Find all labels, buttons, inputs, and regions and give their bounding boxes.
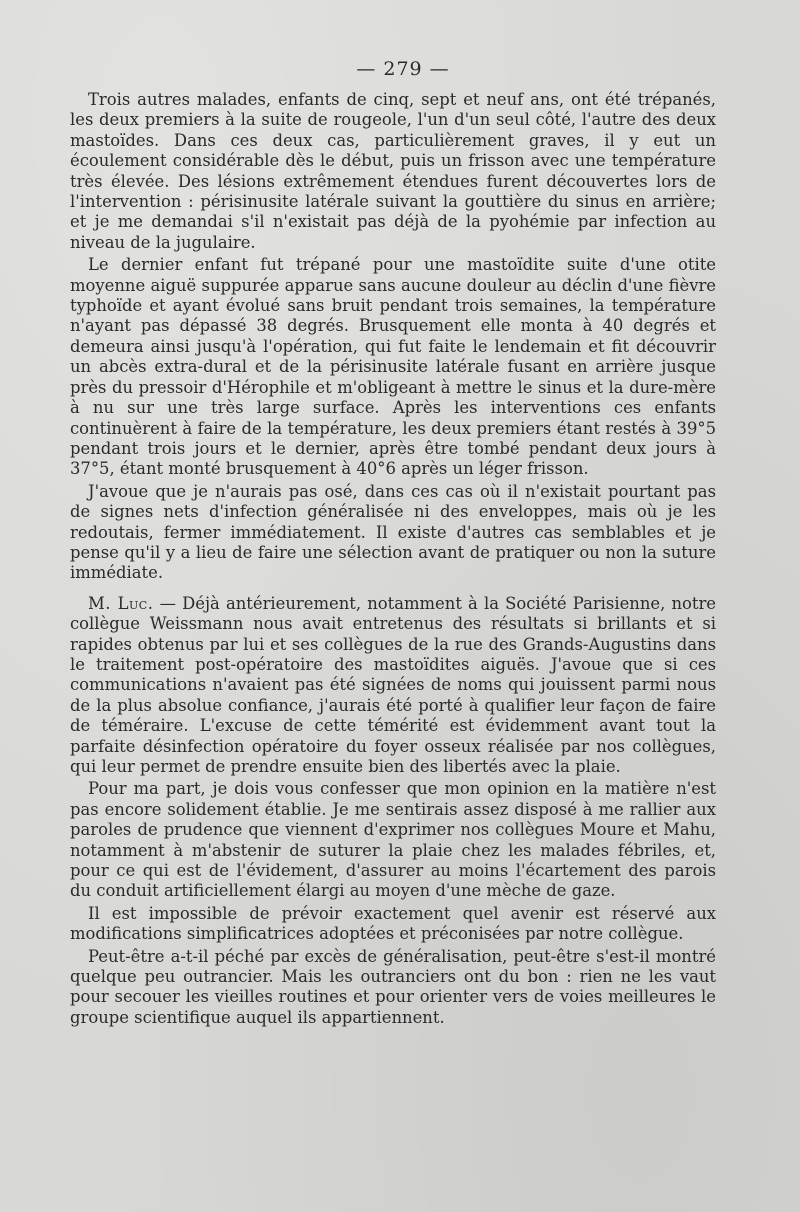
paragraph-text: J'avoue que je n'aurais pas osé, dans ces cas où il n'existait pourtant pas de signes nets d'infection généralisée ni des enveloppes, mais où je les redoutais, fermer immédiatement. Il existe d'autres cas semblables et je pense qu'il y a lieu de faire une sélection avant de pratiquer ou non la suture immédiate. xyxy=(70,481,716,583)
paragraph-text: Le dernier enfant fut trépané pour une mastoïdite suite d'une otite moyenne aiguë suppurée apparue sans aucune douleur au déclin d'une fièvre typhoïde et ayant évolué sans bruit pendant trois semaines, la température n'ayant pas dépassé 38 degrés. Brusquement elle monta à 40 degrés et demeura ainsi jusqu'à l'opération, qui fut faite le lendemain et fit découvrir un abcès extra-dural et de la périsinusite latérale fusant en arrière jusque près du pressoir d'Hérophile et m'obligeant à mettre le sinus et la dure-mère à nu sur une très large surface. Après les interventions ces enfants continuèrent à faire de la température, les deux premiers étant restés à 39°5 pendant trois jours et le dernier, après être tombé pendant deux jours à 37°5, étant monté brusquement à 40°6 après un léger frisson. xyxy=(70,255,716,479)
paragraph-5 xyxy=(70,779,716,901)
paragraph-7 xyxy=(70,947,716,1029)
paragraph-text: Il est impossible de prévoir exactement quel avenir est réservé aux modifications simplificatrices adoptées et préconisées par notre collègue. xyxy=(70,903,716,944)
page-number: — 279 — xyxy=(356,58,450,80)
speaker-name: M. Luc. xyxy=(88,593,154,613)
paragraph-1 xyxy=(70,90,716,253)
paragraph-text: Trois autres malades, enfants de cinq, sept et neuf ans, ont été trépanés, les deux premiers à la suite de rougeole, l'un d'un seul côté, l'autre des deux mastoïdes. Dans ces deux cas, particulièrement graves, il y eut un écoulement considérable dès le début, puis un frisson avec une température très élevée. Des lésions extrêmement étendues furent découvertes lors de l'intervention : périsinusite latérale suivant la gouttière du sinus en arrière; et je me demandai s'il n'existait pas déjà de la pyohémie par infection au niveau de la jugulaire. xyxy=(70,90,716,252)
paragraph-4 xyxy=(70,594,716,778)
paragraph-3 xyxy=(70,482,716,584)
paragraph-2 xyxy=(70,255,716,479)
paragraph-text: Peut-être a-t-il péché par excès de généralisation, peut-être s'est-il montré quelque peu outrancier. Mais les outranciers ont du bon : rien ne les vaut pour secouer les vieilles routines et pour orienter vers de voies meilleures le groupe scientifique auquel ils appartiennent. xyxy=(70,946,716,1027)
paragraph-6 xyxy=(70,904,716,945)
paragraph-text: — Déjà antérieurement, notamment à la Société Parisienne, notre collègue Weissmann nous avait entretenus des résultats si brillants et si rapides obtenus par lui et ses collègues de la rue des Grands-Augustins dans le traitement post-opératoire des mastoïdites aiguës. J'avoue que si ces communications n'avaient pas été signées de noms qui jouissent parmi nous de la plus absolue confiance, j'aurais été porté à qualifier leur façon de faire de téméraire. L'excuse de cette témérité est évidemment avant tout la parfaite désinfection opératoire du foyer osseux réalisée par nos collègues, qui leur permet de prendre ensuite bien des libertés avec la plaie. xyxy=(70,593,716,776)
paragraph-text: Pour ma part, je dois vous confesser que mon opinion en la matière n'est pas encore solidement établie. Je me sentirais assez disposé à me rallier aux paroles de prudence que viennent d'exprimer nos collègues Moure et Mahu, notamment à m'abstenir de suturer la plaie chez les malades fébriles, et, pour ce qui est de l'évidement, d'assurer au moins l'écartement des parois du conduit artificiellement élargi au moyen d'une mèche de gaze. xyxy=(70,779,716,901)
